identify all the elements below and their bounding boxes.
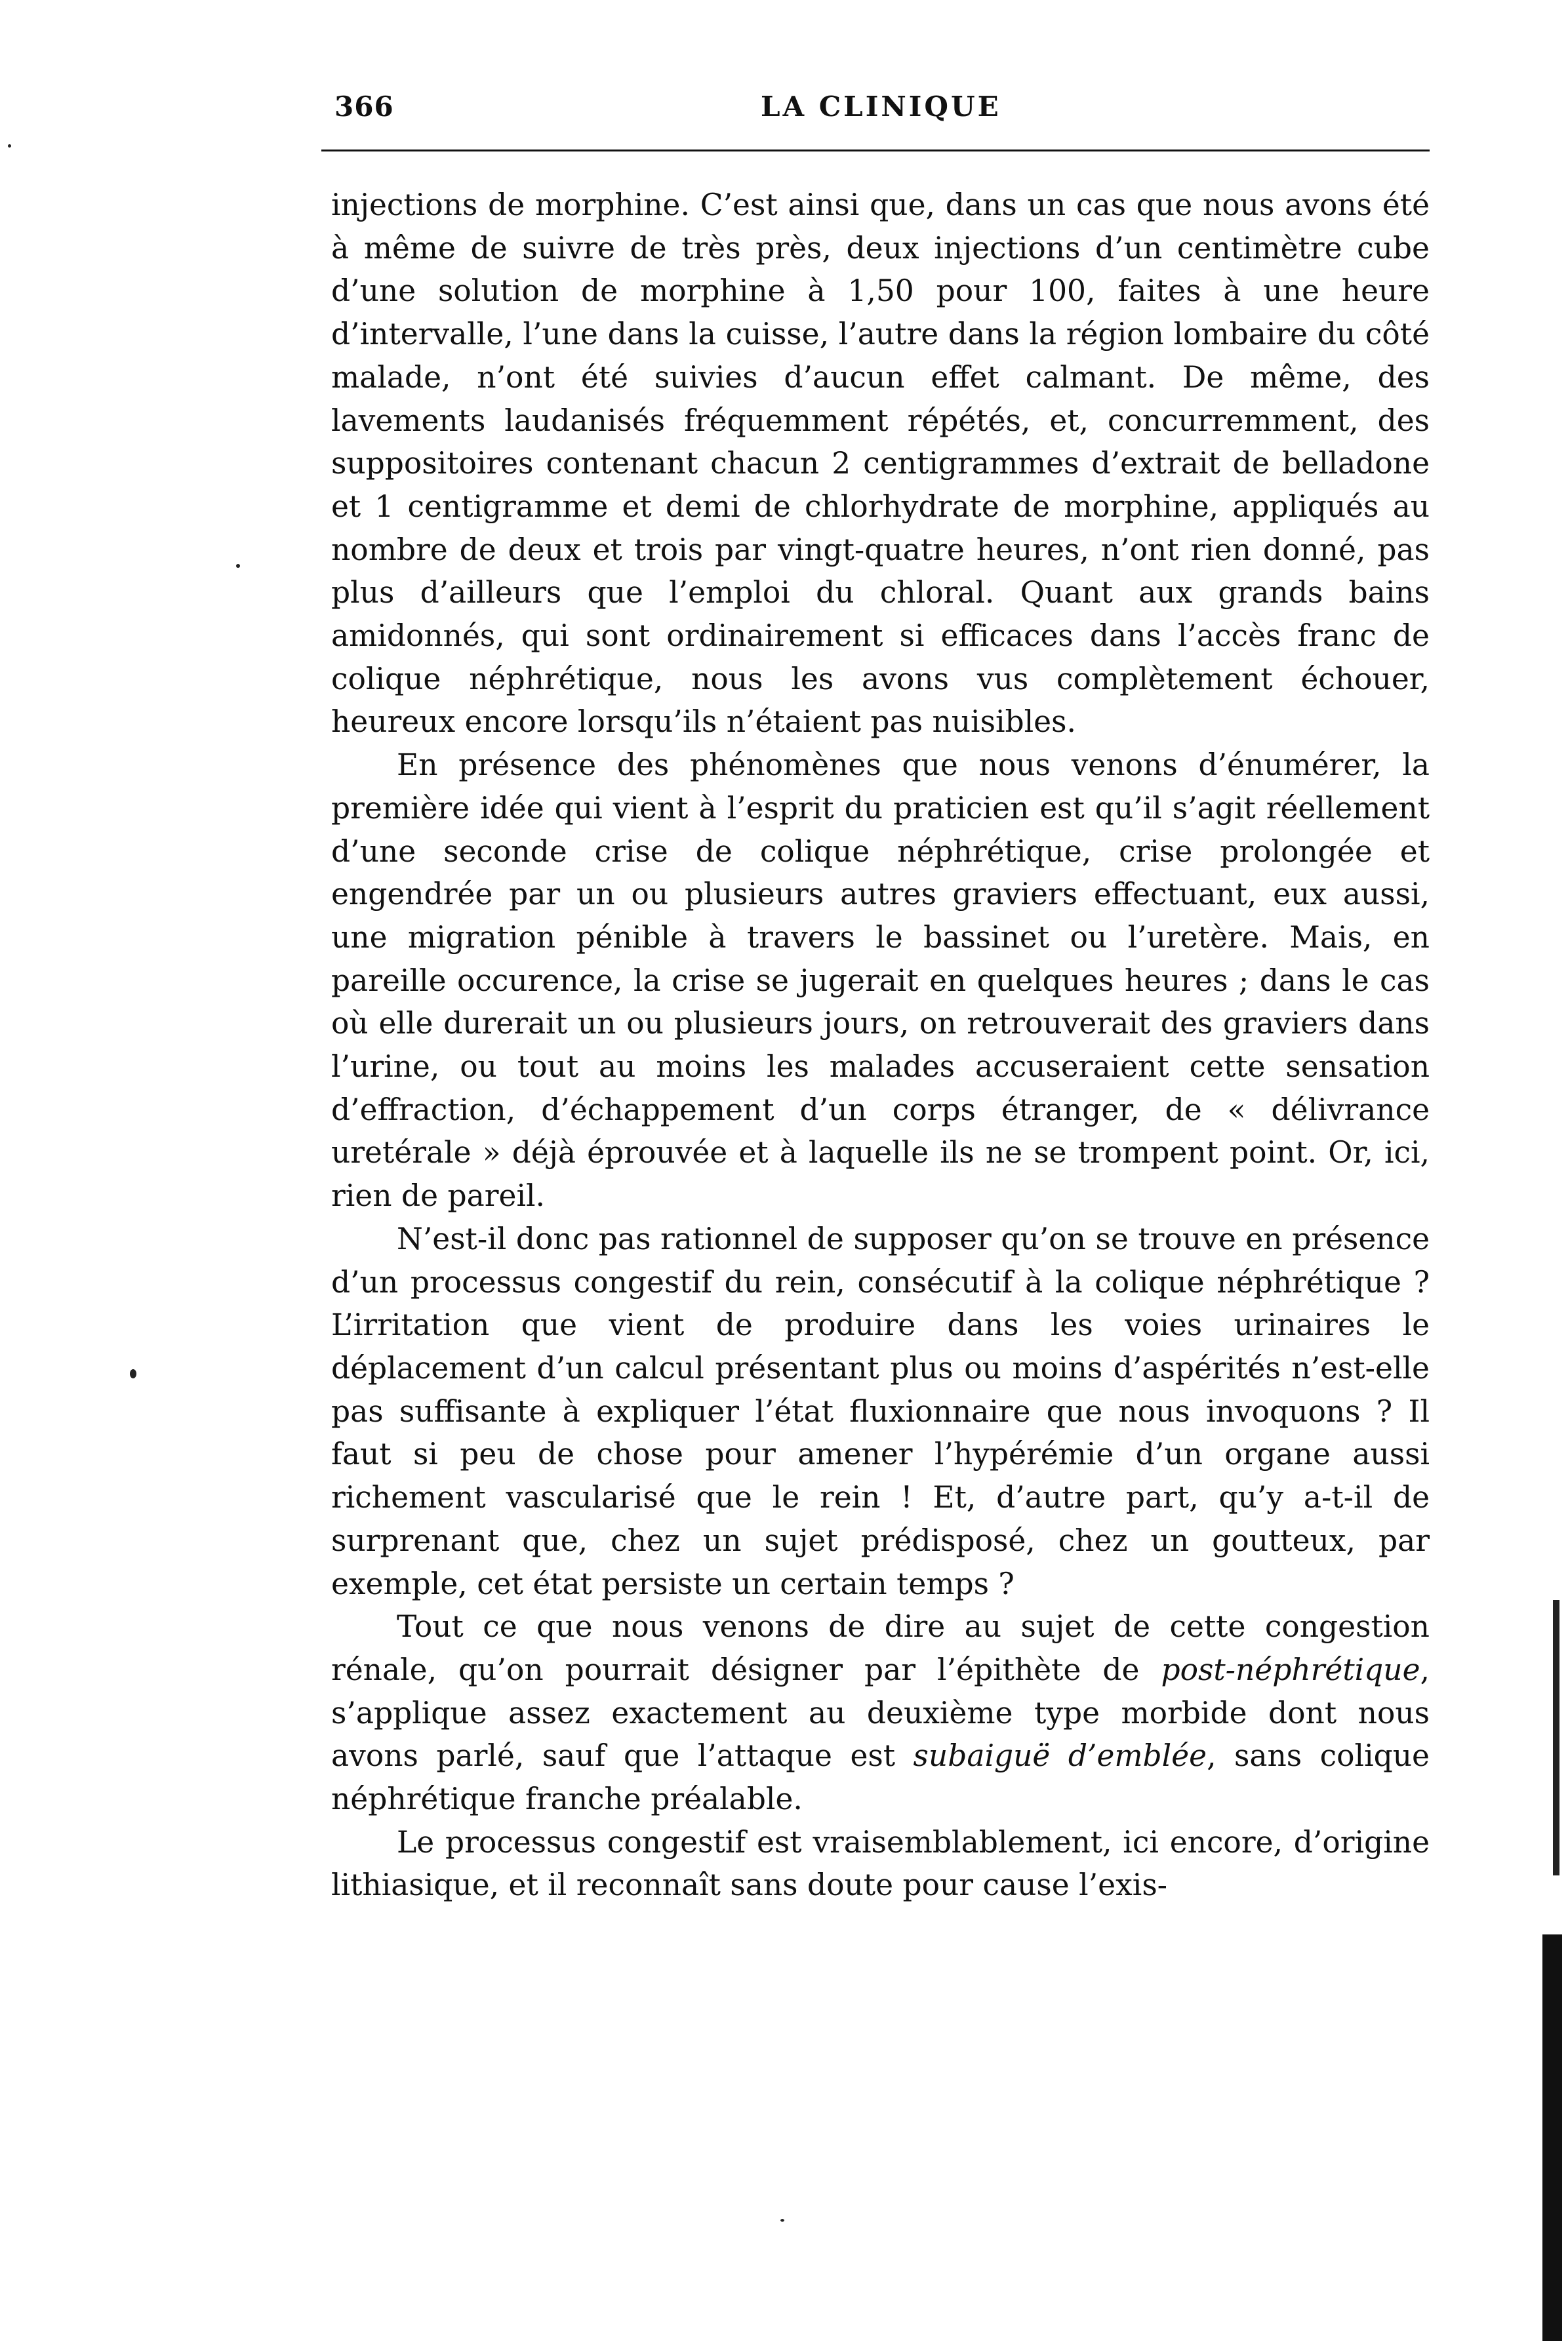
scan-speck — [8, 144, 11, 148]
italic-post-nephretique: post-néphrétique — [1161, 1652, 1420, 1687]
scan-speck — [130, 1369, 136, 1378]
scan-speck — [236, 564, 240, 568]
page-header — [334, 90, 1423, 130]
scan-speck — [780, 2219, 784, 2222]
body-text — [331, 184, 1430, 1907]
paragraph-4 — [331, 1605, 1430, 1821]
header-rule — [321, 150, 1430, 151]
italic-subaigue-d-emblee: subaiguë d’emblée — [913, 1738, 1207, 1774]
paragraph-2: En présence des phénomènes que nous venons d’énumérer, la première idée qui vient à l’esprit du praticien est qu’il s’agit réellement d’une seconde crise de colique néphrétique, crise prolongée et engendrée par un ou plusieurs autres graviers effectuant, eux aussi, une migration pénible à travers le bassinet ou l’uretère. Mais, en pareille occurence, la crise se jugerait en quelques heures ; dans le cas où elle durerait un ou plusieurs jours, on retrouverait des graviers dans l’urine, ou tout au moins les malades accuseraient cette sensation d’effraction, d’échappement d’un corps étranger, de « délivrance uretérale » déjà éprouvée et à laquelle ils ne se trompent point. Or, ici, rien de pareil. — [331, 748, 1430, 1214]
paragraph-1: injections de morphine. C’est ainsi que, dans un cas que nous avons été à même de suivre de très près, deux injections d’un centimètre cube d’une solution de morphine à 1,50 pour 100, faites à une heure d’intervalle, l’une dans la cuisse, l’autre dans la région lombaire du côté malade, n’ont été suivies d’aucun effet calmant. De même, des lavements laudanisés fréquemment répétés, et, concurremment, des suppositoires contenant chacun 2 centigrammes d’extrait de belladone et 1 centigramme et demi de chlorhydrate de morphine, appliqués au nombre de deux et trois par vingt-quatre heures, n’ont rien donné, pas plus d’ailleurs que l’emploi du chloral. Quant aux grands bains amidonnés, qui sont ordinairement si efficaces dans l’accès franc de colique néphrétique, nous les avons vus complètement échouer, heureux encore lorsqu’ils n’étaient pas nuisibles. — [331, 188, 1430, 740]
page-number: 366 — [334, 90, 394, 123]
scan-edge-mark — [1553, 1600, 1559, 1875]
scan-edge-bar — [1542, 1934, 1562, 2341]
paragraph-3: N’est-il donc pas rationnel de supposer qu’on se trouve en présence d’un processus congestif du rein, consécutif à la colique néphrétique ? L’irritation que vient de produire dans les voies urinaires le déplacement d’un calcul présentant plus ou moins d’aspérités n’est-elle pas suffisante à expliquer l’état fluxionnaire que nous invoquons ? Il faut si peu de chose pour amener l’hypérémie d’un organe aussi richement vascularisé que le rein ! Et, d’autre part, qu’y a-t-il de surprenant que, chez un sujet prédisposé, chez un goutteux, par exemple, cet état persiste un certain temps ? — [331, 1221, 1430, 1601]
running-title: LA CLINIQUE — [761, 90, 1001, 123]
paragraph-4-text-a: Tout ce que nous venons de dire au sujet de cette congestion rénale, qu’on pourrait désigner par l’épithète de — [331, 1609, 1430, 1687]
paragraph-4-text-b: , s’applique assez exactement au deuxième type morbide dont nous avons parlé, sauf que l’attaque est — [331, 1652, 1430, 1774]
paragraph-4-text-c: , sans colique néphrétique franche préalable. — [331, 1738, 1430, 1817]
paragraph-5: Le processus congestif est vraisemblablement, ici encore, d’origine lithiasique, et il reconnaît sans doute pour cause l’exis- — [331, 1824, 1430, 1903]
